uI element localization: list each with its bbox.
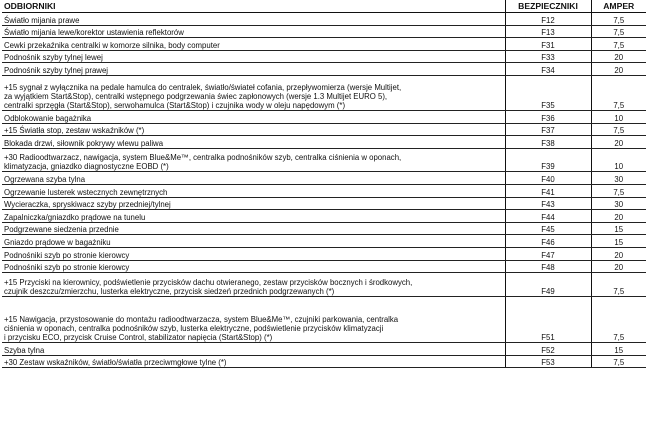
amperage-value: 7,5: [591, 123, 646, 136]
amperage-value: 20: [591, 50, 646, 63]
table-row: [2, 184, 646, 197]
component-description: Blokada drzwi, siłownik pokrywy wlewu paliwa: [2, 136, 505, 149]
table-row: [2, 38, 646, 51]
amperage-value: 7,5: [591, 25, 646, 38]
fuse-id: F38: [505, 136, 591, 149]
amperage-value: 7,5: [591, 75, 646, 110]
fuse-id: F47: [505, 247, 591, 260]
amperage-value: 15: [591, 222, 646, 235]
table-row: [2, 343, 646, 356]
fuse-id: F35: [505, 75, 591, 110]
fuse-id: F52: [505, 343, 591, 356]
component-description: Światło mijania lewe/korektor ustawienia reflektorów: [2, 25, 505, 38]
fuse-id: F33: [505, 50, 591, 63]
component-description: +15 Światła stop, zestaw wskaźników (*): [2, 123, 505, 136]
table-row: [2, 260, 646, 273]
fuse-id: F49: [505, 273, 591, 297]
component-description: Cewki przekaźnika centralki w komorze silnika, body computer: [2, 38, 505, 51]
table-row: [2, 13, 646, 26]
component-description: Ogrzewanie lusterek wstecznych zewnętrznych: [2, 184, 505, 197]
table-row: [2, 247, 646, 260]
amperage-value: 7,5: [591, 355, 646, 368]
amperage-value: 7,5: [591, 13, 646, 26]
header-amp: AMPER: [591, 0, 646, 13]
fuse-id: F51: [505, 296, 591, 343]
header-row: [2, 0, 646, 13]
fuse-id: F53: [505, 355, 591, 368]
fuse-id: F41: [505, 184, 591, 197]
amperage-value: 15: [591, 235, 646, 248]
table-row: [2, 136, 646, 149]
component-description: Ogrzewana szyba tylna: [2, 172, 505, 185]
header-fuse: BEZPIECZNIKI: [505, 0, 591, 13]
component-description: Odblokowanie bagażnika: [2, 110, 505, 123]
fuse-id: F39: [505, 148, 591, 172]
amperage-value: 30: [591, 197, 646, 210]
amperage-value: 7,5: [591, 273, 646, 297]
amperage-value: 7,5: [591, 184, 646, 197]
component-description: +15 Nawigacja, przystosowanie do montażu radioodtwarzacza, system Blue&Me™, czujniki parkowania, centralka ciśnienia w oponach, centralka podnośników szyb, lusterka elektryczne, podświetlenie przycisków klimatyzacji i przycisku ECO, przycisk Cruise Control, stabilizator napięcia (Start&Stop) (*): [2, 296, 505, 343]
component-description: Podnośnik szyby tylnej prawej: [2, 63, 505, 76]
amperage-value: 20: [591, 247, 646, 260]
table-row: [2, 123, 646, 136]
fuse-id: F34: [505, 63, 591, 76]
component-description: Podgrzewane siedzenia przednie: [2, 222, 505, 235]
amperage-value: 20: [591, 63, 646, 76]
component-description: Podnośniki szyb po stronie kierowcy: [2, 260, 505, 273]
amperage-value: 20: [591, 260, 646, 273]
component-description: +30 Radioodtwarzacz, nawigacja, system Blue&Me™, centralka podnośników szyb, centralka ciśnienia w oponach, klimatyzacja, gniazdko diagnostyczne EOBD (*): [2, 148, 505, 172]
table-row: [2, 355, 646, 368]
fuse-id: F37: [505, 123, 591, 136]
fuse-id: F13: [505, 25, 591, 38]
fuse-id: F12: [505, 13, 591, 26]
amperage-value: 20: [591, 136, 646, 149]
table-row: [2, 25, 646, 38]
table-row: [2, 296, 646, 343]
amperage-value: 7,5: [591, 296, 646, 343]
component-description: Gniazdo prądowe w bagażniku: [2, 235, 505, 248]
table-row: [2, 222, 646, 235]
component-description: Szyba tylna: [2, 343, 505, 356]
component-description: +30 Zestaw wskaźników, światło/światła przeciwmgłowe tylne (*): [2, 355, 505, 368]
fuse-id: F44: [505, 210, 591, 223]
header-component: ODBIORNIKI: [2, 0, 505, 13]
component-description: Podnośniki szyb po stronie kierowcy: [2, 247, 505, 260]
fuse-table: [2, 0, 646, 368]
amperage-value: 10: [591, 110, 646, 123]
amperage-value: 7,5: [591, 38, 646, 51]
component-description: Zapalniczka/gniazdko prądowe na tunelu: [2, 210, 505, 223]
fuse-id: F36: [505, 110, 591, 123]
table-row: [2, 172, 646, 185]
amperage-value: 10: [591, 148, 646, 172]
fuse-id: F48: [505, 260, 591, 273]
table-row: [2, 210, 646, 223]
table-row: [2, 148, 646, 172]
fuse-id: F46: [505, 235, 591, 248]
table-row: [2, 273, 646, 297]
fuse-table-body: [2, 13, 646, 368]
component-description: +15 Przyciski na kierownicy, podświetlenie przycisków dachu otwieranego, zestaw przycisków bocznych i środkowych, czujnik deszczu/zmierzchu, lusterka elektryczne, przycisk siedzeń przednich podgrzewanych (*): [2, 273, 505, 297]
component-description: Podnośnik szyby tylnej lewej: [2, 50, 505, 63]
fuse-id: F40: [505, 172, 591, 185]
amperage-value: 20: [591, 210, 646, 223]
table-row: [2, 50, 646, 63]
fuse-id: F31: [505, 38, 591, 51]
component-description: Wycieraczka, spryskiwacz szyby przedniej/tylnej: [2, 197, 505, 210]
table-row: [2, 235, 646, 248]
table-row: [2, 197, 646, 210]
table-row: [2, 110, 646, 123]
amperage-value: 30: [591, 172, 646, 185]
fuse-id: F43: [505, 197, 591, 210]
amperage-value: 15: [591, 343, 646, 356]
component-description: Światło mijania prawe: [2, 13, 505, 26]
fuse-id: F45: [505, 222, 591, 235]
table-row: [2, 63, 646, 76]
component-description: +15 sygnał z wyłącznika na pedale hamulca do centralek, światło/świateł cofania, przepływomierza (wersje Multijet, za wyjątkiem Start&Stop), centralki wstępnego podgrzewania świec zapłonowych (wersje 1.3 Multijet EURO 5), centralki sprzęgła (Start&Stop), serwohamulca (Start&Stop) i czujnika wody w oleju napędowym (*): [2, 75, 505, 110]
table-row: [2, 75, 646, 110]
